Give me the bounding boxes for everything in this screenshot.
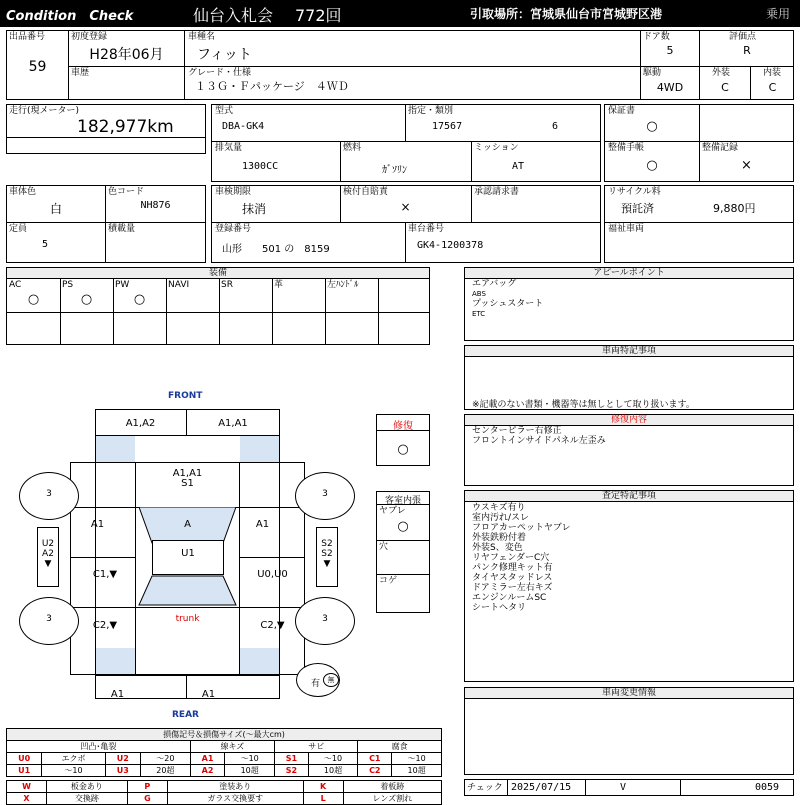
interior-tear: ○ xyxy=(397,519,409,534)
assessment-lines-1: 室内汚れ/スレ xyxy=(472,513,530,523)
inspection-expiry: 抹消 xyxy=(242,202,267,216)
equipment-cols-2-label: PW xyxy=(115,280,130,290)
recycle-status: 預託済 xyxy=(621,202,654,215)
row1-drive-label: 駆動 xyxy=(643,68,662,78)
legend-rows-0-6: S1 xyxy=(275,753,309,765)
appeal-lines-0: エアバッグ xyxy=(472,279,517,289)
car-diagram xyxy=(0,385,430,720)
body-capacity-label: 定員 xyxy=(9,224,28,234)
equipment-cols-4-label: SR xyxy=(221,280,233,290)
equipment-cols-0-label: AC xyxy=(9,280,22,290)
appeal-lines-1: ABS xyxy=(472,290,486,298)
diagram-labels-tire: 3 xyxy=(322,614,328,624)
assessment-title: 査定特記事項 xyxy=(465,491,793,502)
assessment-lines-7: タイヤスタッドレス xyxy=(472,573,553,583)
drive: 4WD xyxy=(656,81,684,94)
auction-name: 仙台入札会 xyxy=(193,6,274,25)
recycle-fee: 9,880円 xyxy=(713,202,756,215)
assessment-lines-10: シートヘタリ xyxy=(472,603,527,613)
chassis-number: GK4-1200378 xyxy=(417,240,484,251)
equipment-title: 装備 xyxy=(7,268,429,279)
mileage-label: 走行(現メーター) xyxy=(9,106,80,116)
legend-rows-1-7: 10超 xyxy=(308,765,358,777)
equipment-table xyxy=(6,267,430,345)
body-approval-label: 承認請求書 xyxy=(474,187,520,197)
legend-groups-3: 腐食 xyxy=(358,741,442,753)
diagram-labels-tire: 3 xyxy=(322,489,328,499)
documents-table xyxy=(604,104,794,182)
lot-number: 59 xyxy=(28,59,47,75)
interior-ana: 穴 xyxy=(379,542,389,552)
legend-rows-1-6: S2 xyxy=(275,765,309,777)
legend-rows-0-3: 〜20 xyxy=(141,753,191,765)
row1-doors-label: ドア数 xyxy=(643,32,670,42)
row1-lot-label: 出品番号 xyxy=(9,32,46,42)
row1-score-label: 評価点 xyxy=(729,32,757,42)
legend-rows-0-5: 〜10 xyxy=(225,753,275,765)
legend-rows-0-8: C1 xyxy=(358,753,392,765)
legend-rows2-1-0: X xyxy=(7,793,47,805)
check-number: 0059 xyxy=(755,782,780,793)
body-color: 白 xyxy=(49,202,62,216)
equip-pw: ○ xyxy=(133,292,146,307)
damage-right-rear-door: U0,U0 xyxy=(257,569,288,580)
diagram-labels-spare-label: 有 xyxy=(311,679,321,689)
legend-rows-1-4: A2 xyxy=(190,765,225,777)
row1-first-reg-label: 初度登録 xyxy=(71,32,108,42)
body-welfare-label: 福祉車両 xyxy=(608,224,645,234)
assessment-lines-2: フロアカーペットヤブレ xyxy=(472,523,571,533)
check-row xyxy=(464,779,794,796)
interior-yabure: ヤブレ xyxy=(379,506,406,516)
legend-rows2-1-3: ガラス交換要す xyxy=(167,793,303,805)
legend-rows-1-5: 10超 xyxy=(225,765,275,777)
specs-mission-label: ミッション xyxy=(474,143,519,153)
damage-front-left: A1,A2 xyxy=(125,418,156,429)
legend-rows-1-9: 10超 xyxy=(392,765,442,777)
assessment-lines-4: 外装S、変色 xyxy=(472,543,523,553)
legend-groups-1: 線キズ xyxy=(190,741,274,753)
warranty: ○ xyxy=(646,119,658,134)
assessment-notes xyxy=(464,490,794,682)
appeal-lines-3: ETC xyxy=(472,310,486,318)
legend-groups-0: 凹凸･亀裂 xyxy=(7,741,191,753)
specs-type-label: 型式 xyxy=(215,106,234,116)
trunk-label: trunk xyxy=(175,614,200,624)
maintenance-manual: ○ xyxy=(646,158,658,173)
damage-hood: A1,A1 S1 xyxy=(172,468,203,489)
check-date: 2025/07/15 xyxy=(511,782,572,793)
damage-left-quarter: C2,▼ xyxy=(92,620,118,631)
registration-table xyxy=(211,185,601,263)
equip-ac: ○ xyxy=(27,292,40,307)
equipment-cols-6-label: 左ﾊﾝﾄﾞﾙ xyxy=(327,280,359,290)
body-chassis-label: 車台番号 xyxy=(408,224,445,234)
recycle-table xyxy=(604,185,794,263)
insurance: × xyxy=(400,200,411,214)
legend-rows-0-7: 〜10 xyxy=(308,753,358,765)
damage-legend xyxy=(6,728,442,805)
mileage-value: 182,977km xyxy=(77,117,174,137)
repair-lines-1: フロントインサイドパネル左歪み xyxy=(472,436,606,446)
legend-rows-0-9: 〜10 xyxy=(392,753,442,765)
appeal-points xyxy=(464,267,794,341)
repair-lines-0: センターピラー右修正 xyxy=(472,426,562,436)
damage-windshield: A xyxy=(184,519,191,530)
model-type: DBA-GK4 xyxy=(222,121,265,132)
legend-rows2-1-2: G xyxy=(127,793,167,805)
repair-title: 修復内容 xyxy=(465,415,793,426)
registration-number: 山形 501 の 8159 xyxy=(222,244,330,255)
legend-rows2-0-3: 塗装あり xyxy=(167,781,303,793)
damage-right-mirror: S2 S2 ▼ xyxy=(321,539,333,569)
vehicle-category: 乗用 xyxy=(766,7,791,21)
vehicle-change-info xyxy=(464,687,794,775)
body-inspection-label: 車検期限 xyxy=(215,187,252,197)
legend-groups-2: サビ xyxy=(275,741,358,753)
grade: １３Ｇ・Ｆパッケージ ４ＷＤ xyxy=(195,80,349,93)
assessment-lines-9: エンジンルームSC xyxy=(472,593,547,603)
diagram-labels-tire: 3 xyxy=(46,614,52,624)
repair-label: 修復 xyxy=(393,421,413,432)
legend-rows2-1-1: 交換跡 xyxy=(47,793,128,805)
color-code: NH876 xyxy=(140,200,171,211)
assessment-lines-3: 外装鉄粉付着 xyxy=(472,533,527,543)
damage-left-front-door: A1 xyxy=(90,519,105,530)
vehicle-special-notes xyxy=(464,345,794,410)
legend-rows-0-1: エクボ xyxy=(42,753,105,765)
row1-model-label: 車種名 xyxy=(188,32,216,42)
equipment-cols-5-label: 革 xyxy=(274,280,284,290)
check-label: チェック xyxy=(467,783,503,793)
special-note: ※記載のない書類・機器等は無しとして取り扱います。 xyxy=(472,400,695,410)
door-count: 5 xyxy=(666,44,674,57)
rear-label: REAR xyxy=(172,710,199,720)
row1-ext-label: 外装 xyxy=(712,68,731,78)
body-code-label: 色コード xyxy=(108,187,145,197)
spare-status: 無 xyxy=(323,673,339,687)
interior-grade: C xyxy=(768,81,777,94)
body-recycle-label: リサイクル料 xyxy=(608,187,661,197)
legend-rows-1-3: 20超 xyxy=(141,765,191,777)
interior-title: 客室内張 xyxy=(384,496,421,506)
legend-rows2-0-2: P xyxy=(127,781,167,793)
damage-rear-left: A1 xyxy=(110,689,125,700)
specs-fuel-label: 燃料 xyxy=(343,143,362,153)
score: R xyxy=(743,44,751,57)
equip-ps: ○ xyxy=(80,292,93,307)
row1-grade-label: グレード・仕様 xyxy=(188,68,252,78)
specs-warranty-label: 保証書 xyxy=(608,106,636,116)
legend-rows-0-2: U2 xyxy=(105,753,140,765)
damage-left-rear-door: C1,▼ xyxy=(92,569,118,580)
assessment-lines-0: ウスキズ有り xyxy=(472,503,526,513)
mileage-box xyxy=(6,104,206,154)
legend-rows2-0-4: K xyxy=(303,781,343,793)
basic-info-table xyxy=(6,30,794,100)
damage-left-mirror: U2 A2 ▼ xyxy=(41,539,55,569)
legend-rows-1-1: 〜10 xyxy=(42,765,105,777)
capacity: 5 xyxy=(41,239,49,250)
damage-right-front-door: A1 xyxy=(255,519,270,530)
header-title-en: Condition Check xyxy=(6,9,134,24)
specs-displacement-label: 排気量 xyxy=(215,143,243,153)
specs-designation-label: 指定・類別 xyxy=(408,106,454,116)
check-mark: V xyxy=(620,782,627,793)
legend-rows2-1-5: レンズ割れ xyxy=(343,793,441,805)
appeal-lines-2: プッシュスタート xyxy=(472,299,544,309)
color-capacity-table xyxy=(6,185,206,263)
legend-rows-1-0: U1 xyxy=(7,765,42,777)
appeal-title: アピールポイント xyxy=(465,268,793,279)
body-regno-label: 登録番号 xyxy=(215,224,252,234)
auction-lot: 772回 xyxy=(295,6,342,25)
specs-record-label: 整備記録 xyxy=(702,143,739,153)
assessment-lines-5: リヤフェンダーC穴 xyxy=(472,553,550,563)
damage-roof: U1 xyxy=(181,548,195,559)
fuel: ｶﾞｿﾘﾝ xyxy=(382,165,407,176)
special-title: 車両特記事項 xyxy=(465,346,793,357)
displacement: 1300CC xyxy=(242,161,279,172)
equipment-cols-1-label: PS xyxy=(62,280,74,290)
legend-rows-1-8: C2 xyxy=(358,765,392,777)
transmission: AT xyxy=(512,161,525,172)
assessment-lines-6: パンク修理キット有 xyxy=(472,563,553,573)
interior-koge: コゲ xyxy=(379,576,398,586)
changes-title: 車両変更情報 xyxy=(465,688,793,699)
body-color-label: 車体色 xyxy=(9,187,37,197)
first-registration: H28年06月 xyxy=(89,47,164,63)
damage-right-quarter: C2,▼ xyxy=(260,620,285,631)
body-insurance-label: 検付自賠責 xyxy=(343,187,389,197)
legend-rows-1-2: U3 xyxy=(105,765,140,777)
legend-title: 損傷記号＆損傷サイズ(〜最大cm) xyxy=(7,729,442,741)
body-load-label: 積載量 xyxy=(108,224,136,234)
header-bar xyxy=(0,0,800,27)
legend-rows-0-4: A1 xyxy=(190,753,225,765)
pickup-location: 引取場所：宮城県仙台市宮城野区港 xyxy=(470,7,663,21)
repair-value: ○ xyxy=(397,442,409,457)
row1-int-label: 内装 xyxy=(763,68,782,78)
class-number: 6 xyxy=(552,121,559,132)
legend-rows2-0-1: 板金あり xyxy=(47,781,128,793)
repair-details xyxy=(464,414,794,486)
legend-rows2-0-5: 着板跡 xyxy=(343,781,441,793)
row1-history-label: 車歴 xyxy=(71,68,90,78)
damage-rear-right: A1 xyxy=(201,689,216,700)
specs-table xyxy=(211,104,601,182)
front-label: FRONT xyxy=(168,391,203,401)
model-name: フィット xyxy=(197,47,252,63)
diagram-labels-tire: 3 xyxy=(46,489,52,499)
specs-manual-label: 整備手帳 xyxy=(608,143,645,153)
legend-rows2-0-0: W xyxy=(7,781,47,793)
equipment-cols-3-label: NAVI xyxy=(168,280,190,290)
maintenance-record: × xyxy=(741,158,752,173)
exterior-grade: C xyxy=(721,81,729,94)
damage-front-right: A1,A1 xyxy=(218,418,248,429)
designation-number: 17567 xyxy=(432,121,463,132)
assessment-lines-8: ドアミラー左右キズ xyxy=(472,583,553,593)
legend-rows-0-0: U0 xyxy=(7,753,42,765)
legend-rows2-1-4: L xyxy=(303,793,343,805)
